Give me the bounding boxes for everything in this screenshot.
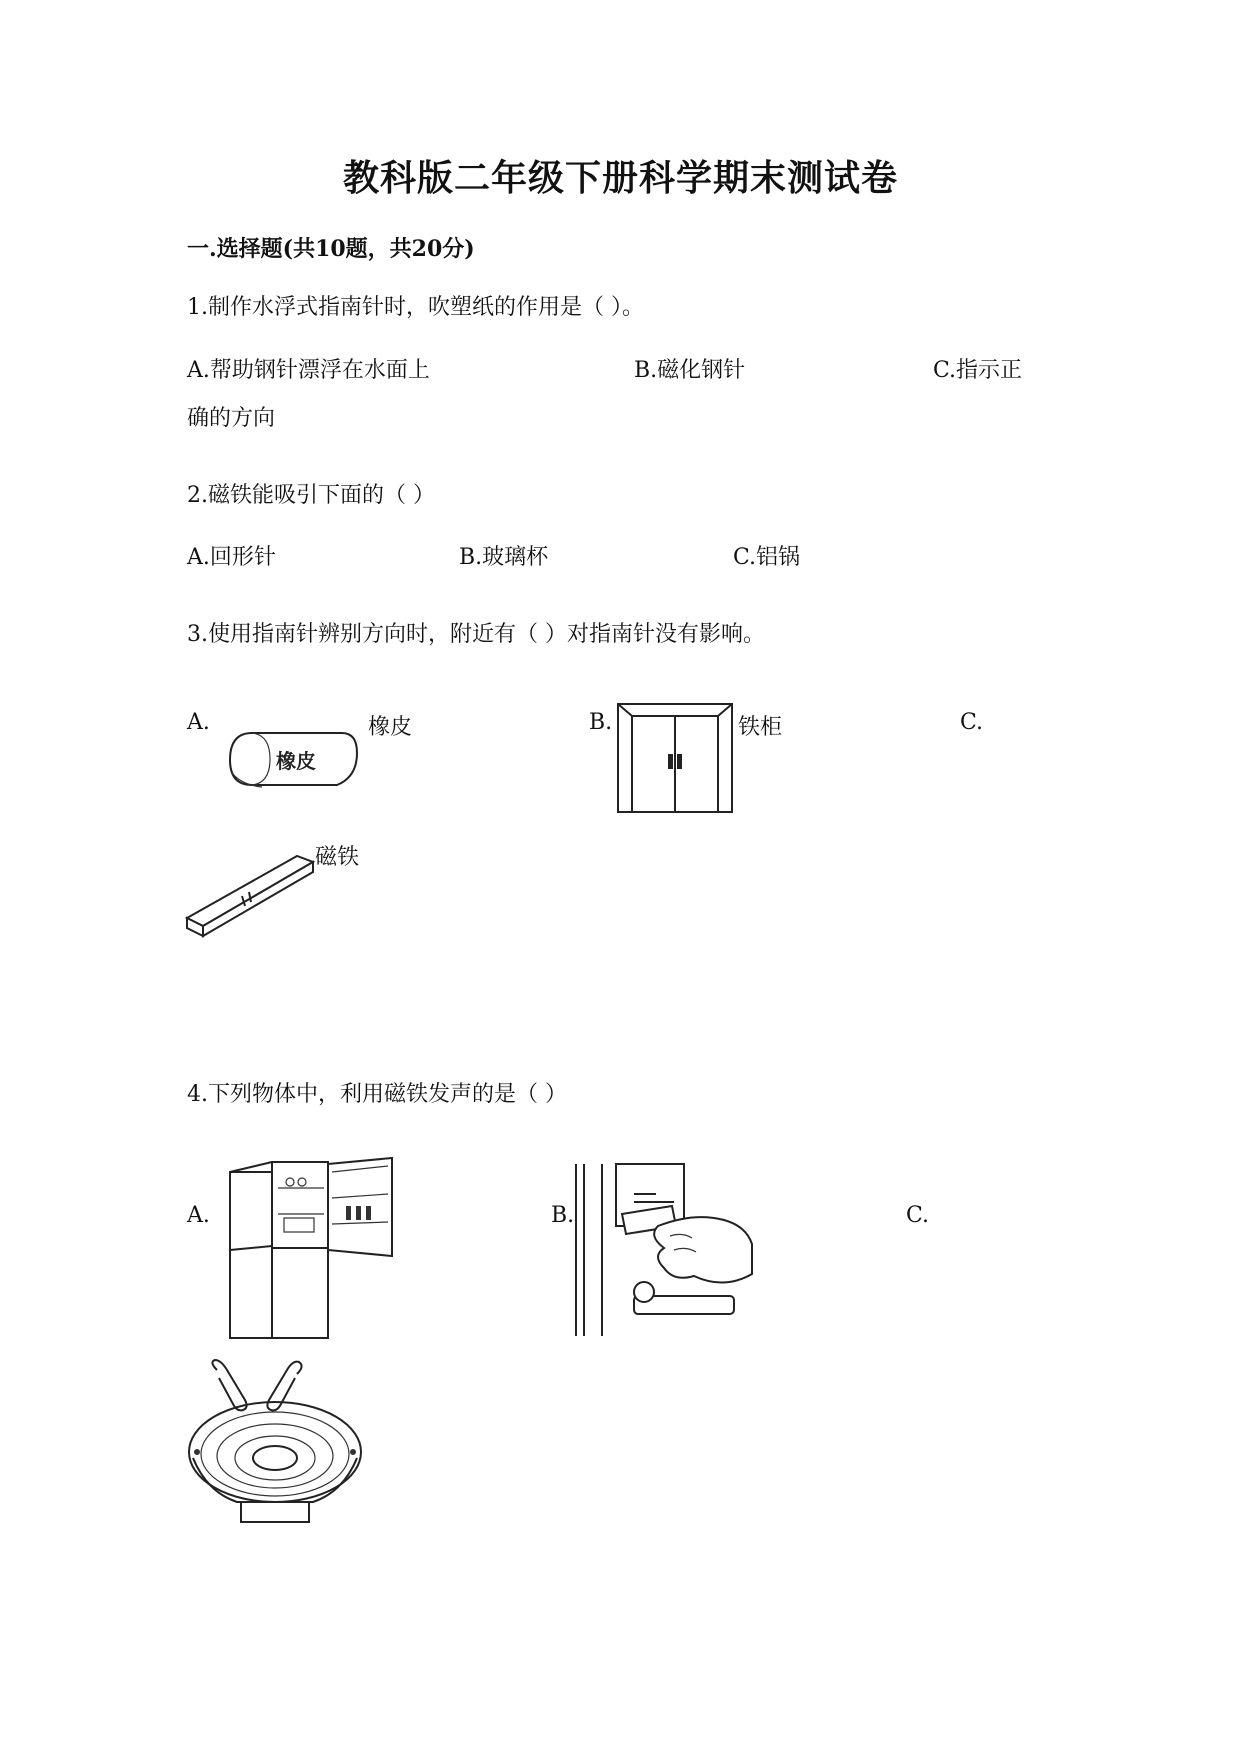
speaker-with-paperclips-image[interactable] <box>187 1362 363 1528</box>
question-4-stem: 4.下列物体中，利用磁铁发声的是（ ） <box>187 1082 567 1107</box>
question-3-option-c[interactable]: C. <box>960 710 984 735</box>
refrigerator-image[interactable] <box>228 1158 394 1342</box>
question-4-option-c[interactable]: C. <box>906 1203 930 1228</box>
question-3-caption-cabinet: 铁柜 <box>738 715 783 740</box>
question-1-stem: 1.制作水浮式指南针时，吹塑纸的作用是（ ）。 <box>187 295 644 320</box>
question-2-option-a[interactable]: A.回形针 <box>187 545 276 570</box>
section-heading: 一.选择题(共10题，共20分) <box>187 236 475 262</box>
question-3-option-a[interactable]: A. <box>187 710 210 735</box>
question-2-option-c[interactable]: C.铝锅 <box>733 545 801 570</box>
question-1-option-c-continued: 确的方向 <box>187 406 276 431</box>
iron-cabinet-image[interactable] <box>616 702 734 814</box>
question-1-option-a[interactable]: A.帮助钢针漂浮在水面上 <box>187 358 430 383</box>
eraser-label: 橡皮 <box>276 749 316 773</box>
question-3-caption-eraser: 橡皮 <box>368 715 413 740</box>
page-title: 教科版二年级下册科学期末测试卷 <box>342 157 898 199</box>
bar-magnet-image[interactable] <box>187 850 317 936</box>
question-1-option-b[interactable]: B.磁化钢针 <box>634 358 746 383</box>
card-door-lock-image[interactable] <box>574 1164 758 1336</box>
question-4-option-b[interactable]: B. <box>551 1203 575 1228</box>
question-2-option-b[interactable]: B.玻璃杯 <box>459 545 549 570</box>
question-3-stem: 3.使用指南针辨别方向时，附近有（ ）对指南针没有影响。 <box>187 622 765 647</box>
question-1-option-c[interactable]: C.指示正 <box>933 358 1023 383</box>
question-3-option-b[interactable]: B. <box>589 710 613 735</box>
eraser-image[interactable] <box>222 725 362 795</box>
question-3-caption-magnet: 磁铁 <box>315 845 360 870</box>
question-4-option-a[interactable]: A. <box>187 1203 210 1228</box>
question-2-stem: 2.磁铁能吸引下面的（ ） <box>187 483 435 508</box>
